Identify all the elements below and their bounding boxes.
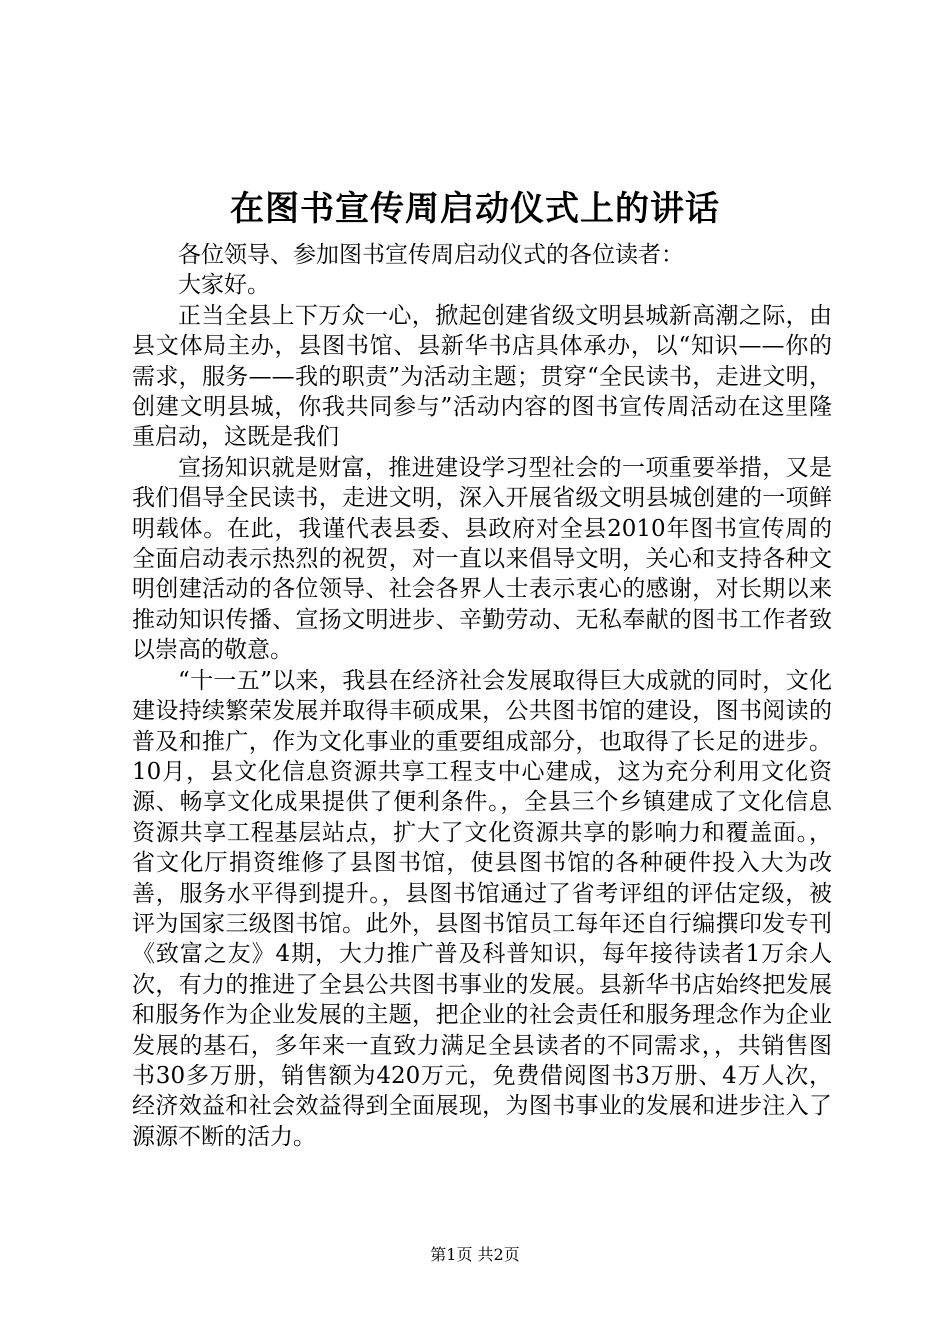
body-paragraph: 正当全县上下万众一心，掀起创建省级文明县城新高潮之际，由县文体局主办，县图书馆、县新华书店具体承办，以“知识——你的需求，服务——我的职责”为活动主题；贯穿“全民读书，走进文明，创建文明县城，你我共同参与”活动内容的图书宣传周活动在这里隆重启动，这既是我们 [132, 302, 832, 451]
salutation-paragraph: 各位领导、参加图书宣传周启动仪式的各位读者： [178, 242, 684, 268]
document-body [132, 240, 832, 1152]
body-paragraph: “十一五”以来，我县在经济社会发展取得巨大成就的同时，文化建设持续繁荣发展并取得丰硕成果，公共图书馆的建设，图书阅读的普及和推广，作为文化事业的重要组成部分，也取得了长足的进步。10月，县文化信息资源共享工程支中心建成，这为充分利用文化资源、畅享文化成果提供了便利条件。，全县三个乡镇建成了文化信息资源共享工程基层站点，扩大了文化资源共享的影响力和覆盖面。，省文化厅捐资维修了县图书馆，使县图书馆的各种硬件投入大为改善，服务水平得到提升。，县图书馆通过了省考评组的评估定级，被评为国家三级图书馆。此外，县图书馆员工每年还自行编撰印发专刊《致富之友》4期，大力推广普及科普知识，每年接待读者1万余人次，有力的推进了全县公共图书事业的发展。县新华书店始终把发展和服务作为企业发展的主题，把企业的社会责任和服务理念作为企业发展的基石，多年来一直致力满足全县读者的不同需求，，共销售图书30多万册，销售额为420万元，免费借阅图书3万册、4万人次，经济效益和社会效益得到全面展现，为图书事业的发展和进步注入了源源不断的活力。 [132, 667, 832, 1150]
page-number-footer: 第1页 共2页 [430, 1245, 520, 1264]
greeting-paragraph: 大家好。 [178, 272, 270, 299]
body-paragraph: 宣扬知识就是财富，推进建设学习型社会的一项重要举措，又是我们倡导全民读书，走进文明，深入开展省级文明县城创建的一项鲜明载体。在此，我谨代表县委、县政府对全县2010年图书宣传周的全面启动表示热烈的祝贺，对一直以来倡导文明，关心和支持各种文明创建活动的各位领导、社会各界人士表示衷心的感谢，对长期以来推动知识传播、宣扬文明进步、辛勤劳动、无私奉献的图书工作者致以崇高的敬意。 [132, 454, 832, 664]
document-title: 在图书宣传周启动仪式上的讲话 [230, 189, 720, 229]
